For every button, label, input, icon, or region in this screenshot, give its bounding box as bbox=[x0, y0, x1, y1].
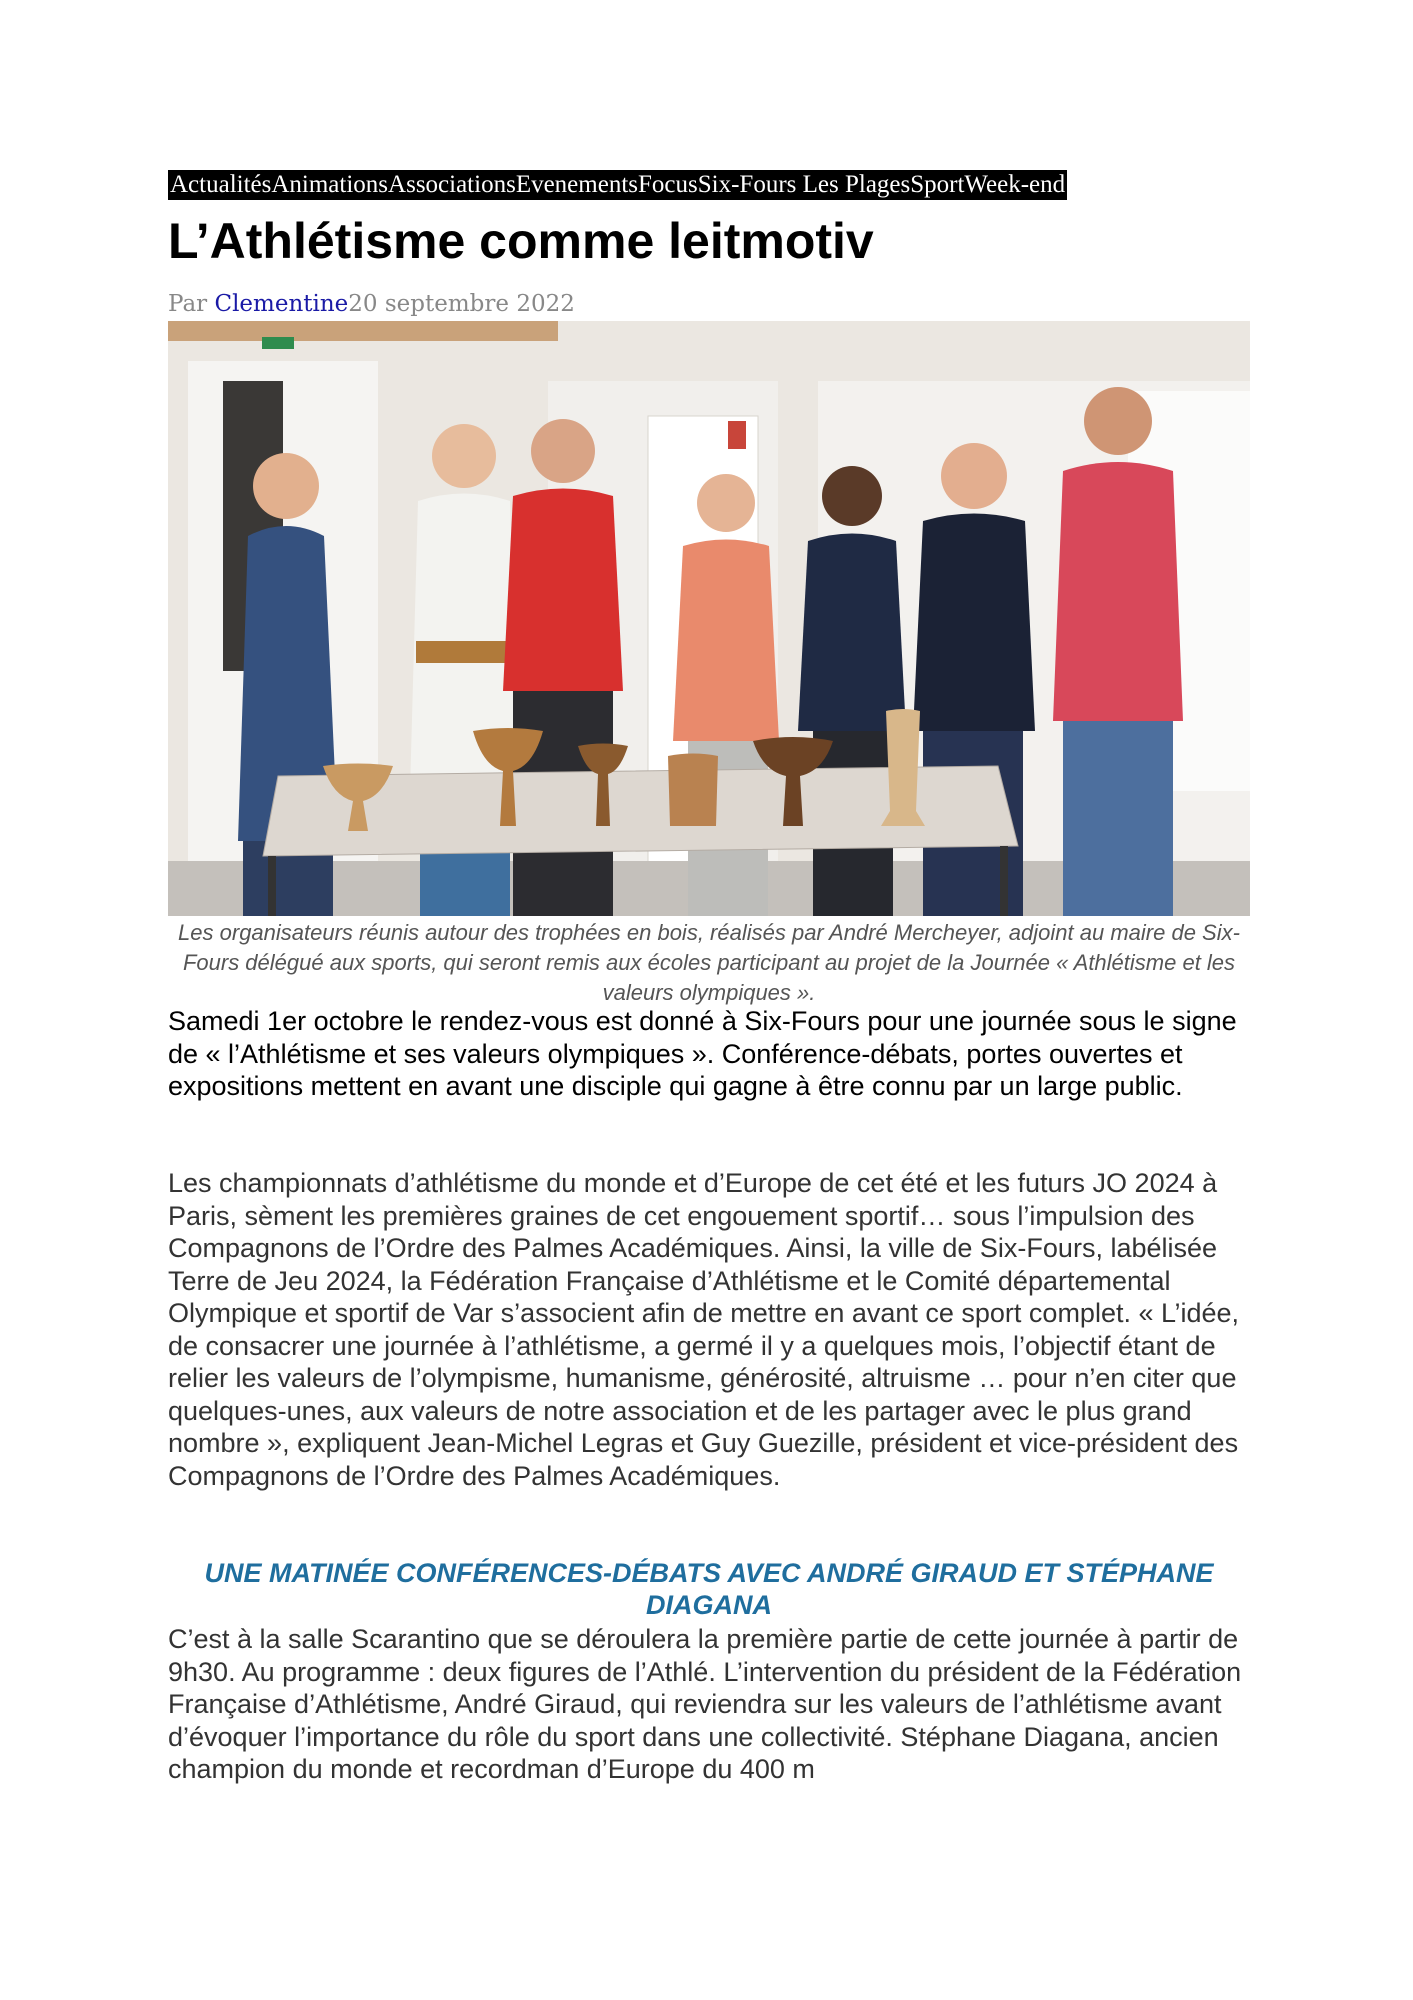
category-bar bbox=[168, 170, 1067, 200]
category-link-actualites[interactable]: Actualités bbox=[170, 171, 272, 198]
category-link-associations[interactable]: Associations bbox=[388, 171, 516, 198]
category-link-animations[interactable]: Animations bbox=[271, 171, 389, 198]
category-link-focus[interactable]: Focus bbox=[638, 171, 698, 198]
category-link-evenements[interactable]: Evenements bbox=[515, 171, 638, 198]
category-link-six-fours[interactable]: Six-Fours Les Plages bbox=[697, 171, 911, 198]
article-title: L’Athlétisme comme leitmotiv bbox=[168, 213, 874, 269]
article-photo bbox=[168, 321, 1250, 916]
photo-caption: Les organisateurs réunis autour des trophées en bois, réalisés par André Mercheyer, adjoint au maire de Six-Fours délégué aux sports, qui seront remis aux écoles participant au projet de la Journée « Athlétisme et les valeurs olympiques ». bbox=[178, 920, 1240, 1005]
category-link-sport[interactable]: Sport bbox=[910, 171, 965, 198]
category-link-week-end[interactable]: Week-end bbox=[964, 171, 1066, 198]
paragraph-intro: Samedi 1er octobre le rendez-vous est donné à Six-Fours pour une journée sous le signe de « l’Athlétisme et ses valeurs olympiques ». Conférence-débats, portes ouvertes et expositions mettent en avant une disciple qui gagne à être connu par un large public. bbox=[168, 1006, 1237, 1101]
section-subheading: UNE MATINÉE CONFÉRENCES-DÉBATS AVEC ANDRÉ GIRAUD ET STÉPHANE DIAGANA bbox=[204, 1558, 1214, 1620]
paragraph-context: Les championnats d’athlétisme du monde et d’Europe de cet été et les futurs JO 2024 à Paris, sèment les premières graines de cet engouement sportif… sous l’impulsion des Compagnons de l’Ordre des Palmes Académiques. Ainsi, la ville de Six-Fours, labélisée Terre de Jeu 2024, la Fédération Française d’Athlétisme et le Comité départemental Olympique et sportif de Var s’associent afin de mettre en avant ce sport complet. « L’idée, de consacrer une journée à l’athlétisme, a germé il y a quelques mois, l’objectif étant de relier les valeurs de l’olympisme, humanisme, générosité, altruisme … pour n’en citer que quelques-unes, aux valeurs de notre association et de les partager avec le plus grand nombre », expliquent Jean-Michel Legras et Guy Guezille, président et vice-président des Compagnons de l’Ordre des Palmes Académiques. bbox=[168, 1168, 1240, 1491]
byline bbox=[168, 289, 575, 319]
publish-date: 20 septembre 2022 bbox=[348, 291, 575, 317]
paragraph-program: C’est à la salle Scarantino que se déroulera la première partie de cette journée à partir de 9h30. Au programme : deux figures de l’Athlé. L’intervention du président de la Fédération Française d’Athlétisme, André Giraud, qui reviendra sur les valeurs de l’athlétisme avant d’évoquer l’importance du rôle du sport dans une collectivité. Stéphane Diagana, ancien champion du monde et recordman d’Europe du 400 m bbox=[168, 1624, 1242, 1784]
byline-prefix: Par bbox=[168, 291, 215, 317]
author-link[interactable]: Clementine bbox=[214, 291, 349, 317]
